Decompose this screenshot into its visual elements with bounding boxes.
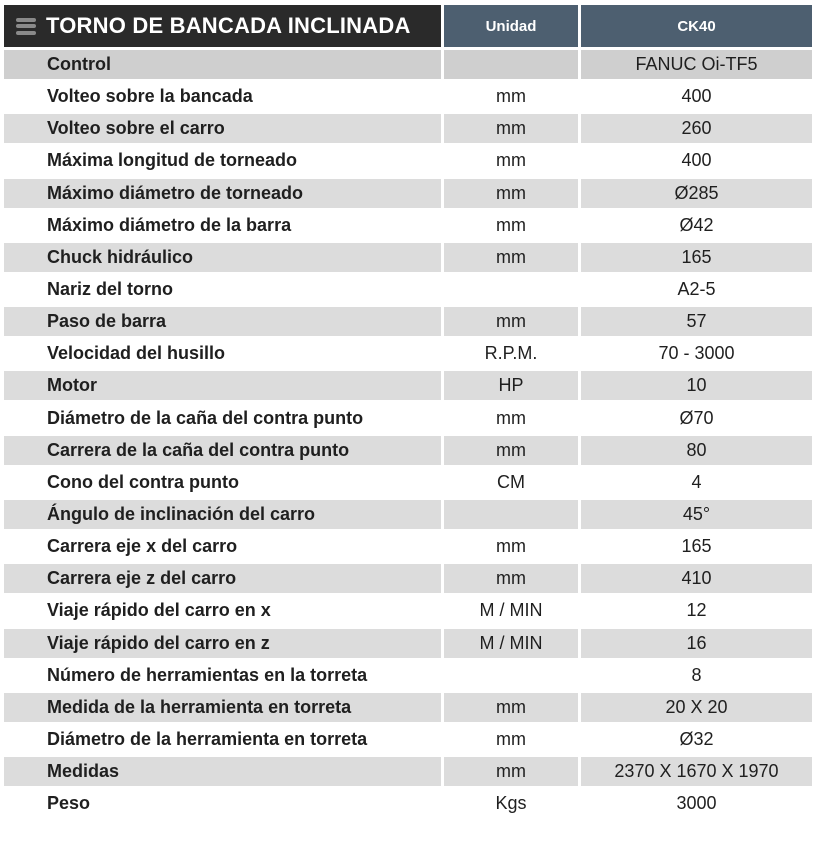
table-row	[4, 275, 812, 304]
spec-value: 2370 X 1670 X 1970	[581, 757, 812, 786]
spec-unit: mm	[444, 82, 578, 111]
spec-label: Máxima longitud de torneado	[4, 146, 441, 175]
menu-icon	[16, 18, 36, 35]
spec-label: Máximo diámetro de la barra	[4, 211, 441, 240]
spec-label: Máximo diámetro de torneado	[4, 179, 441, 208]
spec-label: Viaje rápido del carro en x	[4, 596, 441, 625]
spec-value: 400	[581, 146, 812, 175]
table-row	[4, 179, 812, 208]
spec-value: 16	[581, 629, 812, 658]
table-row	[4, 757, 812, 786]
table-row	[4, 468, 812, 497]
spec-value: 45°	[581, 500, 812, 529]
spec-value: 80	[581, 436, 812, 465]
table-row	[4, 693, 812, 722]
table-row	[4, 436, 812, 465]
table-row	[4, 243, 812, 272]
spec-value: 10	[581, 371, 812, 400]
spec-unit: mm	[444, 146, 578, 175]
table-row	[4, 404, 812, 433]
spec-label: Volteo sobre la bancada	[4, 82, 441, 111]
table-row	[4, 596, 812, 625]
spec-value: 165	[581, 532, 812, 561]
table-row	[4, 564, 812, 593]
table-row	[4, 532, 812, 561]
spec-value: FANUC Oi-TF5	[581, 50, 812, 79]
spec-unit: CM	[444, 468, 578, 497]
spec-label: Velocidad del husillo	[4, 339, 441, 368]
spec-unit: mm	[444, 404, 578, 433]
spec-unit: mm	[444, 693, 578, 722]
table-row	[4, 114, 812, 143]
spec-label: Número de herramientas en la torreta	[4, 661, 441, 690]
spec-table	[4, 5, 812, 821]
spec-label: Medidas	[4, 757, 441, 786]
table-row	[4, 789, 812, 818]
spec-unit	[444, 50, 578, 79]
table-row	[4, 661, 812, 690]
spec-value: A2-5	[581, 275, 812, 304]
spec-unit: mm	[444, 725, 578, 754]
table-row	[4, 500, 812, 529]
spec-label: Carrera de la caña del contra punto	[4, 436, 441, 465]
table-title: TORNO DE BANCADA INCLINADA	[46, 13, 411, 38]
table-row	[4, 339, 812, 368]
table-row	[4, 146, 812, 175]
table-row	[4, 211, 812, 240]
spec-unit: mm	[444, 532, 578, 561]
spec-unit: M / MIN	[444, 629, 578, 658]
spec-label: Control	[4, 50, 441, 79]
spec-value: 8	[581, 661, 812, 690]
spec-unit: Kgs	[444, 789, 578, 818]
model-column-header: CK40	[581, 5, 812, 47]
spec-label: Carrera eje x del carro	[4, 532, 441, 561]
spec-unit: mm	[444, 564, 578, 593]
spec-unit: mm	[444, 211, 578, 240]
spec-value: 410	[581, 564, 812, 593]
spec-label: Chuck hidráulico	[4, 243, 441, 272]
spec-value: 165	[581, 243, 812, 272]
spec-unit	[444, 661, 578, 690]
spec-label: Volteo sobre el carro	[4, 114, 441, 143]
spec-label: Ángulo de inclinación del carro	[4, 500, 441, 529]
spec-label: Paso de barra	[4, 307, 441, 336]
table-row	[4, 50, 812, 79]
spec-value: 57	[581, 307, 812, 336]
spec-unit: mm	[444, 436, 578, 465]
table-row	[4, 629, 812, 658]
spec-unit: HP	[444, 371, 578, 400]
spec-value: 3000	[581, 789, 812, 818]
table-row	[4, 307, 812, 336]
spec-rows	[4, 50, 812, 818]
spec-unit: mm	[444, 179, 578, 208]
table-row	[4, 371, 812, 400]
spec-label: Medida de la herramienta en torreta	[4, 693, 441, 722]
table-row	[4, 725, 812, 754]
spec-unit: mm	[444, 307, 578, 336]
spec-unit	[444, 275, 578, 304]
spec-unit: mm	[444, 114, 578, 143]
spec-label: Peso	[4, 789, 441, 818]
spec-label: Motor	[4, 371, 441, 400]
unit-column-header: Unidad	[444, 5, 578, 47]
spec-value: 12	[581, 596, 812, 625]
table-title-cell	[4, 5, 441, 47]
spec-value: Ø42	[581, 211, 812, 240]
spec-label: Viaje rápido del carro en z	[4, 629, 441, 658]
spec-value: 70 - 3000	[581, 339, 812, 368]
spec-label: Diámetro de la caña del contra punto	[4, 404, 441, 433]
spec-value: Ø32	[581, 725, 812, 754]
spec-label: Nariz del torno	[4, 275, 441, 304]
spec-value: 20 X 20	[581, 693, 812, 722]
table-row	[4, 82, 812, 111]
spec-value: 260	[581, 114, 812, 143]
table-header	[4, 5, 812, 47]
spec-unit: mm	[444, 243, 578, 272]
spec-value: 400	[581, 82, 812, 111]
spec-unit: mm	[444, 757, 578, 786]
spec-unit: M / MIN	[444, 596, 578, 625]
spec-value: Ø285	[581, 179, 812, 208]
spec-unit: R.P.M.	[444, 339, 578, 368]
spec-label: Diámetro de la herramienta en torreta	[4, 725, 441, 754]
spec-label: Cono del contra punto	[4, 468, 441, 497]
spec-value: 4	[581, 468, 812, 497]
spec-value: Ø70	[581, 404, 812, 433]
spec-label: Carrera eje z del carro	[4, 564, 441, 593]
spec-unit	[444, 500, 578, 529]
